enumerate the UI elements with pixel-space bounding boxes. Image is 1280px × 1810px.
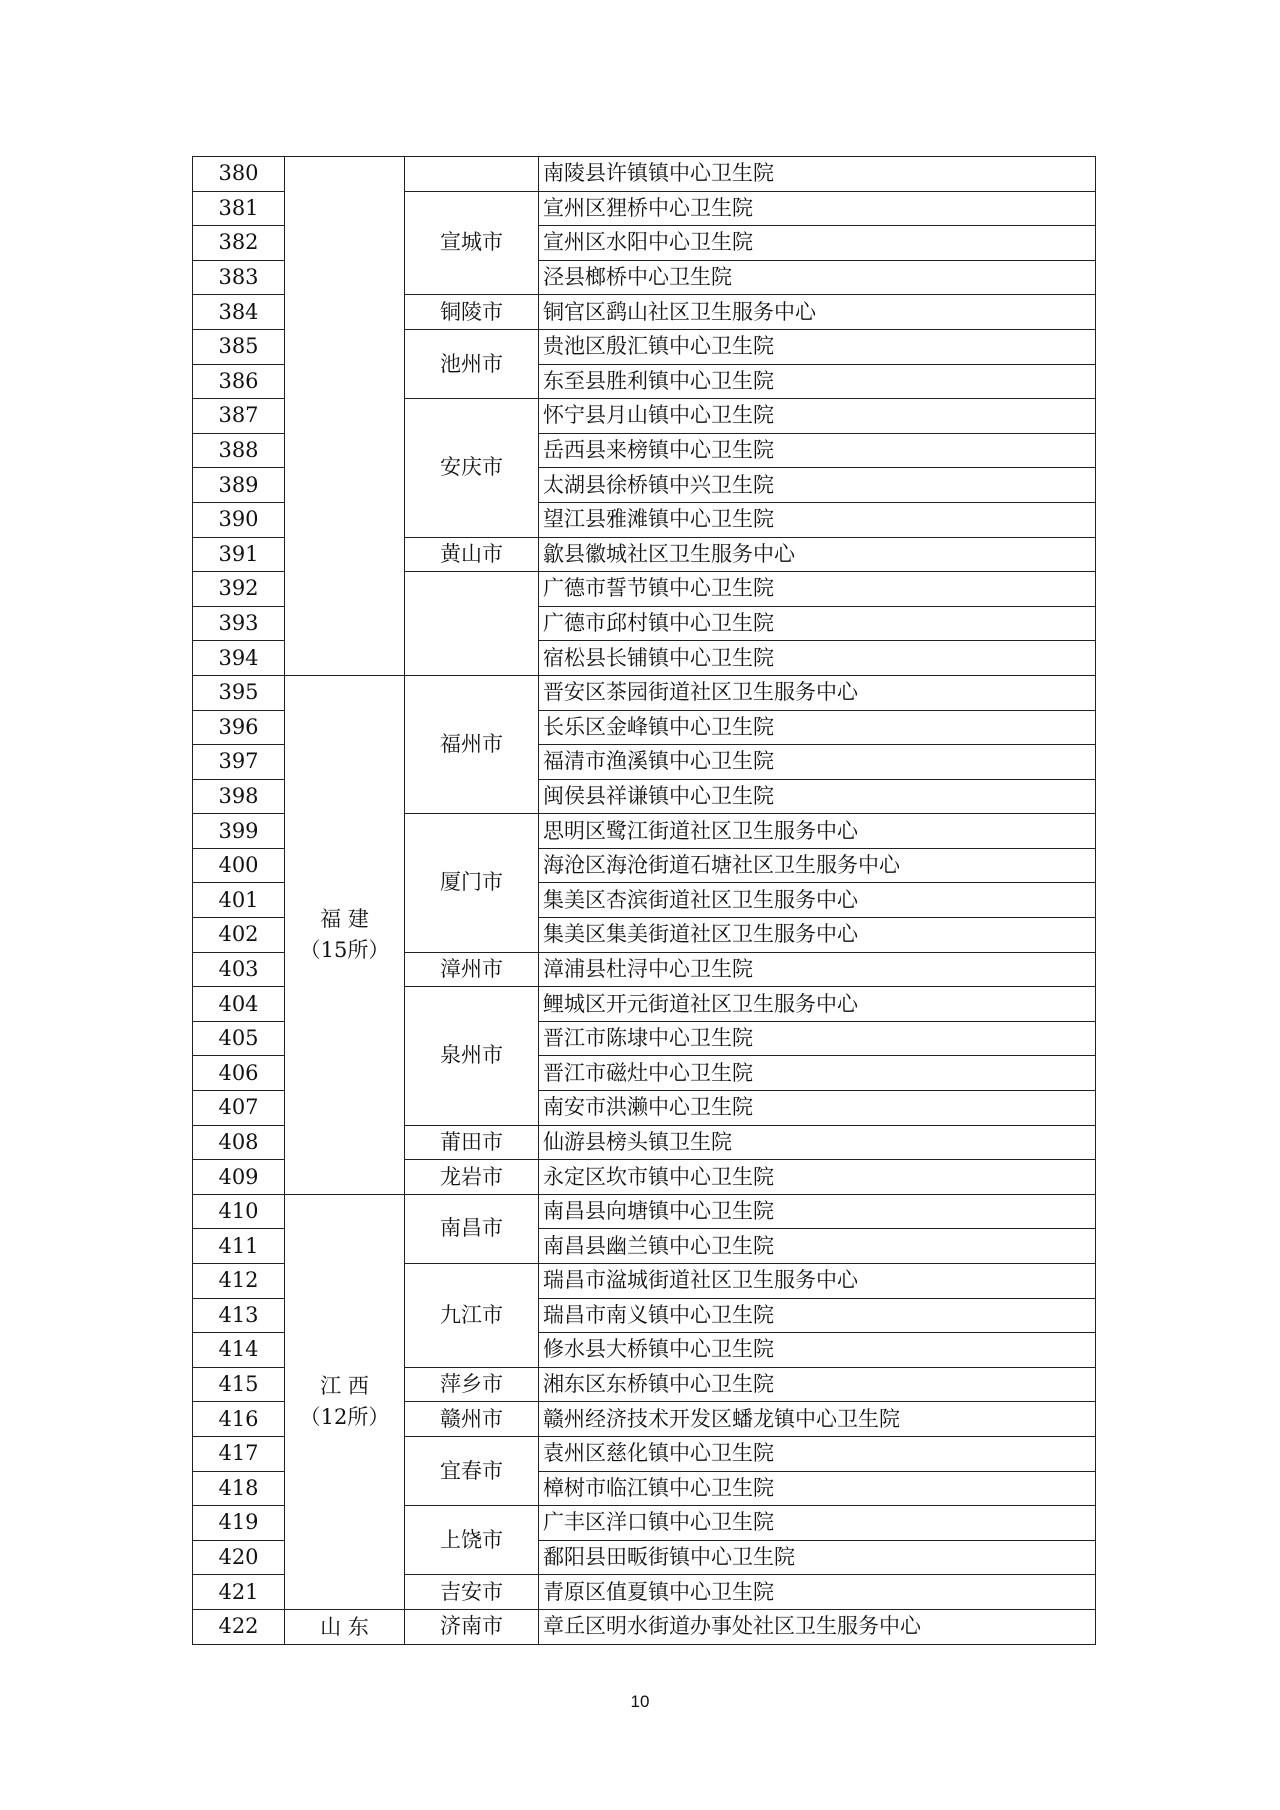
city-cell: 泉州市 — [405, 987, 539, 1125]
row-number: 419 — [193, 1506, 285, 1541]
institution-name: 晋江市陈埭中心卫生院 — [539, 1021, 1096, 1056]
institution-name: 东至县胜利镇中心卫生院 — [539, 364, 1096, 399]
row-number: 380 — [193, 157, 285, 192]
institution-name: 贵池区殷汇镇中心卫生院 — [539, 329, 1096, 364]
institution-name: 广德市邱村镇中心卫生院 — [539, 606, 1096, 641]
institution-name: 怀宁县月山镇中心卫生院 — [539, 399, 1096, 434]
city-cell: 吉安市 — [405, 1575, 539, 1610]
row-number: 413 — [193, 1298, 285, 1333]
institution-name: 南安市洪濑中心卫生院 — [539, 1091, 1096, 1126]
row-number: 405 — [193, 1021, 285, 1056]
row-number: 393 — [193, 606, 285, 641]
city-cell: 九江市 — [405, 1264, 539, 1368]
row-number: 416 — [193, 1402, 285, 1437]
row-number: 394 — [193, 641, 285, 676]
city-cell: 莆田市 — [405, 1125, 539, 1160]
row-number: 388 — [193, 433, 285, 468]
table-row — [193, 675, 1096, 710]
institution-name: 泾县榔桥中心卫生院 — [539, 260, 1096, 295]
row-number: 402 — [193, 918, 285, 953]
institution-name: 福清市渔溪镇中心卫生院 — [539, 745, 1096, 780]
row-number: 398 — [193, 779, 285, 814]
row-number: 408 — [193, 1125, 285, 1160]
province-cell — [285, 675, 405, 1194]
institution-name: 晋安区茶园街道社区卫生服务中心 — [539, 675, 1096, 710]
city-cell: 赣州市 — [405, 1402, 539, 1437]
row-number: 409 — [193, 1160, 285, 1195]
institution-name: 瑞昌市湓城街道社区卫生服务中心 — [539, 1264, 1096, 1299]
province-count: （15所） — [299, 937, 390, 962]
institution-name: 思明区鹭江街道社区卫生服务中心 — [539, 814, 1096, 849]
page-number: 10 — [630, 1692, 650, 1711]
table-row — [193, 1609, 1096, 1644]
city-cell: 萍乡市 — [405, 1367, 539, 1402]
province-cell — [285, 1194, 405, 1609]
institution-name: 歙县徽城社区卫生服务中心 — [539, 537, 1096, 572]
institution-name: 宣州区狸桥中心卫生院 — [539, 191, 1096, 226]
row-number: 407 — [193, 1091, 285, 1126]
institution-name: 太湖县徐桥镇中兴卫生院 — [539, 468, 1096, 503]
institution-table — [192, 156, 1096, 1645]
institution-name: 长乐区金峰镇中心卫生院 — [539, 710, 1096, 745]
institution-name: 晋江市磁灶中心卫生院 — [539, 1056, 1096, 1091]
institution-name: 永定区坎市镇中心卫生院 — [539, 1160, 1096, 1195]
institution-name: 湘东区东桥镇中心卫生院 — [539, 1367, 1096, 1402]
table-body — [193, 157, 1096, 1645]
row-number: 410 — [193, 1194, 285, 1229]
institution-name: 瑞昌市南义镇中心卫生院 — [539, 1298, 1096, 1333]
institution-name: 仙游县榜头镇卫生院 — [539, 1125, 1096, 1160]
city-cell: 厦门市 — [405, 814, 539, 952]
city-cell: 池州市 — [405, 329, 539, 398]
row-number: 403 — [193, 952, 285, 987]
row-number: 418 — [193, 1471, 285, 1506]
city-cell: 龙岩市 — [405, 1160, 539, 1195]
row-number: 412 — [193, 1264, 285, 1299]
row-number: 400 — [193, 848, 285, 883]
city-cell: 南昌市 — [405, 1194, 539, 1263]
row-number: 389 — [193, 468, 285, 503]
institution-name: 修水县大桥镇中心卫生院 — [539, 1333, 1096, 1368]
province-count: （12所） — [299, 1404, 390, 1429]
institution-name: 南昌县幽兰镇中心卫生院 — [539, 1229, 1096, 1264]
city-cell — [405, 157, 539, 192]
institution-name: 鄱阳县田畈街镇中心卫生院 — [539, 1540, 1096, 1575]
institution-name: 广德市誓节镇中心卫生院 — [539, 572, 1096, 607]
row-number: 399 — [193, 814, 285, 849]
province-cell — [285, 157, 405, 676]
row-number: 417 — [193, 1436, 285, 1471]
row-number: 420 — [193, 1540, 285, 1575]
row-number: 386 — [193, 364, 285, 399]
institution-name: 闽侯县祥谦镇中心卫生院 — [539, 779, 1096, 814]
row-number: 381 — [193, 191, 285, 226]
institution-name: 南陵县许镇镇中心卫生院 — [539, 157, 1096, 192]
city-cell: 安庆市 — [405, 399, 539, 537]
row-number: 383 — [193, 260, 285, 295]
row-number: 392 — [193, 572, 285, 607]
institution-name: 袁州区慈化镇中心卫生院 — [539, 1436, 1096, 1471]
institution-name: 宿松县长铺镇中心卫生院 — [539, 641, 1096, 676]
row-number: 422 — [193, 1609, 285, 1644]
institution-name: 铜官区鹞山社区卫生服务中心 — [539, 295, 1096, 330]
city-cell — [405, 572, 539, 676]
row-number: 397 — [193, 745, 285, 780]
city-cell: 宣城市 — [405, 191, 539, 295]
row-number: 401 — [193, 883, 285, 918]
city-cell: 上饶市 — [405, 1506, 539, 1575]
province-name: 山 东 — [320, 1614, 369, 1639]
row-number: 406 — [193, 1056, 285, 1091]
row-number: 395 — [193, 675, 285, 710]
row-number: 411 — [193, 1229, 285, 1264]
institution-name: 海沧区海沧街道石塘社区卫生服务中心 — [539, 848, 1096, 883]
institution-name: 鲤城区开元街道社区卫生服务中心 — [539, 987, 1096, 1022]
province-name: 福 建 — [320, 907, 369, 932]
province-cell — [285, 1609, 405, 1644]
row-number: 387 — [193, 399, 285, 434]
row-number: 421 — [193, 1575, 285, 1610]
row-number: 396 — [193, 710, 285, 745]
city-cell: 黄山市 — [405, 537, 539, 572]
row-number: 390 — [193, 502, 285, 537]
institution-name: 青原区值夏镇中心卫生院 — [539, 1575, 1096, 1610]
row-number: 391 — [193, 537, 285, 572]
institution-name: 章丘区明水街道办事处社区卫生服务中心 — [539, 1609, 1096, 1644]
institution-name: 广丰区洋口镇中心卫生院 — [539, 1506, 1096, 1541]
city-cell: 济南市 — [405, 1609, 539, 1644]
row-number: 382 — [193, 226, 285, 261]
institution-name: 集美区集美街道社区卫生服务中心 — [539, 918, 1096, 953]
row-number: 384 — [193, 295, 285, 330]
city-cell: 铜陵市 — [405, 295, 539, 330]
row-number: 415 — [193, 1367, 285, 1402]
city-cell: 福州市 — [405, 675, 539, 813]
row-number: 404 — [193, 987, 285, 1022]
province-name: 江 西 — [320, 1374, 369, 1399]
city-cell: 漳州市 — [405, 952, 539, 987]
table-row — [193, 157, 1096, 192]
institution-name: 集美区杏滨街道社区卫生服务中心 — [539, 883, 1096, 918]
institution-name: 樟树市临江镇中心卫生院 — [539, 1471, 1096, 1506]
institution-name: 岳西县来榜镇中心卫生院 — [539, 433, 1096, 468]
city-cell: 宜春市 — [405, 1436, 539, 1505]
table-row — [193, 1194, 1096, 1229]
institution-name: 南昌县向塘镇中心卫生院 — [539, 1194, 1096, 1229]
institution-name: 宣州区水阳中心卫生院 — [539, 226, 1096, 261]
institution-name: 漳浦县杜浔中心卫生院 — [539, 952, 1096, 987]
row-number: 385 — [193, 329, 285, 364]
row-number: 414 — [193, 1333, 285, 1368]
institution-name: 赣州经济技术开发区蟠龙镇中心卫生院 — [539, 1402, 1096, 1437]
institution-name: 望江县雅滩镇中心卫生院 — [539, 502, 1096, 537]
